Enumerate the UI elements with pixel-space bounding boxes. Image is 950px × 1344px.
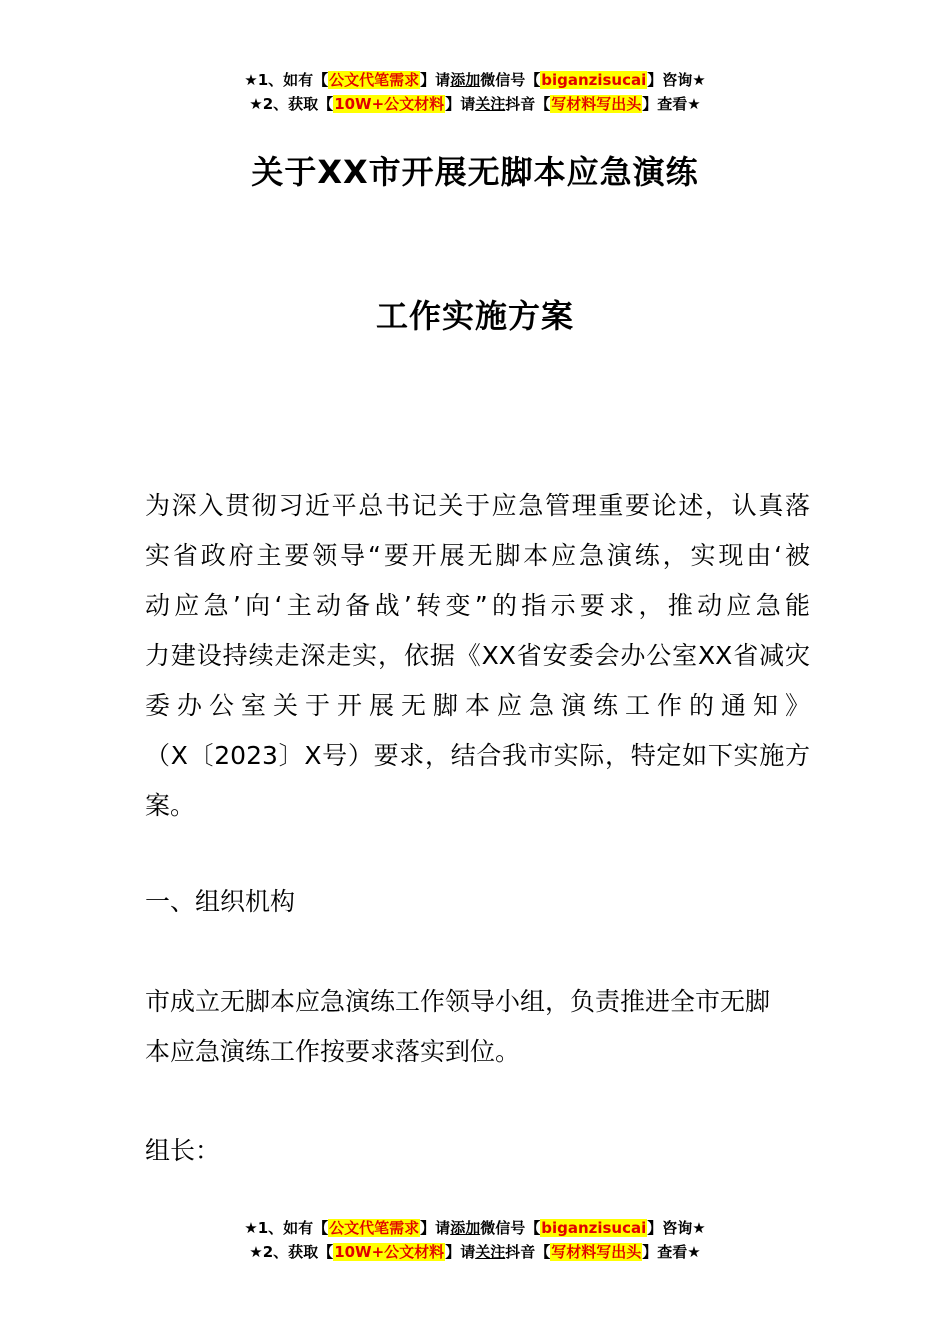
org-paragraph — [145, 977, 810, 1077]
paragraph-line: 为深入贯彻习近平总书记关于应急管理重要论述，认真落 — [145, 491, 810, 520]
banner-line-2 — [0, 1240, 950, 1264]
banner-highlight: 10W+公文材料 — [334, 95, 445, 113]
banner-highlight: 公文代笔需求 — [329, 71, 420, 89]
banner-text: 微信号【 — [480, 1219, 541, 1237]
banner-line-1 — [0, 1216, 950, 1240]
banner-underline: 添加 — [450, 71, 481, 89]
footer-banner — [0, 1216, 950, 1264]
banner-highlight: biganzisucai — [541, 1219, 647, 1237]
banner-text: 抖音【 — [505, 95, 551, 113]
banner-text: 】查看★ — [642, 95, 701, 113]
section-heading-org: 一、组织机构 — [145, 887, 296, 916]
banner-text: 】请 — [445, 1243, 476, 1261]
banner-text: 微信号【 — [480, 71, 541, 89]
banner-underline: 添加 — [450, 1219, 481, 1237]
paragraph-line: （X〔2023〕X号）要求，结合我市实际，特定如下实施方 — [145, 741, 810, 770]
paragraph-line: 实省政府主要领导“要开展无脚本应急演练，实现由‘被 — [145, 541, 810, 570]
paragraph-line: 案。 — [145, 791, 196, 820]
paragraph-line: 动应急’向‘主动备战’转变”的指示要求，推动应急能 — [145, 591, 810, 620]
paragraph-line: 市成立无脚本应急演练工作领导小组，负责推进全市无脚 — [145, 987, 771, 1016]
banner-highlight: biganzisucai — [541, 71, 647, 89]
paragraph-line: 本应急演练工作按要求落实到位。 — [145, 1037, 521, 1066]
banner-text: 】请 — [420, 71, 451, 89]
paragraph-line: 委办公室关于开展无脚本应急演练工作的通知》 — [145, 691, 810, 720]
banner-highlight: 写材料写出头 — [551, 1243, 642, 1261]
banner-text: 】请 — [420, 1219, 451, 1237]
banner-text: 】咨询★ — [647, 71, 706, 89]
intro-paragraph — [145, 481, 810, 831]
banner-highlight: 写材料写出头 — [551, 95, 642, 113]
banner-underline: 关注 — [475, 95, 506, 113]
banner-line-1 — [0, 68, 950, 92]
paragraph-line: 力建设持续走深走实，依据《XX省安委会办公室XX省减灾 — [145, 641, 810, 670]
document-title-line-2: 工作实施方案 — [375, 297, 574, 335]
group-leader-label: 组长： — [145, 1136, 221, 1165]
banner-text: 抖音【 — [505, 1243, 551, 1261]
banner-line-2 — [0, 92, 950, 116]
banner-text: 】查看★ — [642, 1243, 701, 1261]
banner-highlight: 10W+公文材料 — [334, 1243, 445, 1261]
banner-text: ★1、如有【 — [244, 71, 329, 89]
banner-text: 】咨询★ — [647, 1219, 706, 1237]
banner-text: 】请 — [445, 95, 476, 113]
banner-text: ★2、获取【 — [249, 95, 334, 113]
document-title-line-1: 关于XX市开展无脚本应急演练 — [251, 153, 699, 191]
banner-text: ★2、获取【 — [249, 1243, 334, 1261]
header-banner — [0, 68, 950, 116]
banner-underline: 关注 — [475, 1243, 506, 1261]
banner-highlight: 公文代笔需求 — [329, 1219, 420, 1237]
banner-text: ★1、如有【 — [244, 1219, 329, 1237]
